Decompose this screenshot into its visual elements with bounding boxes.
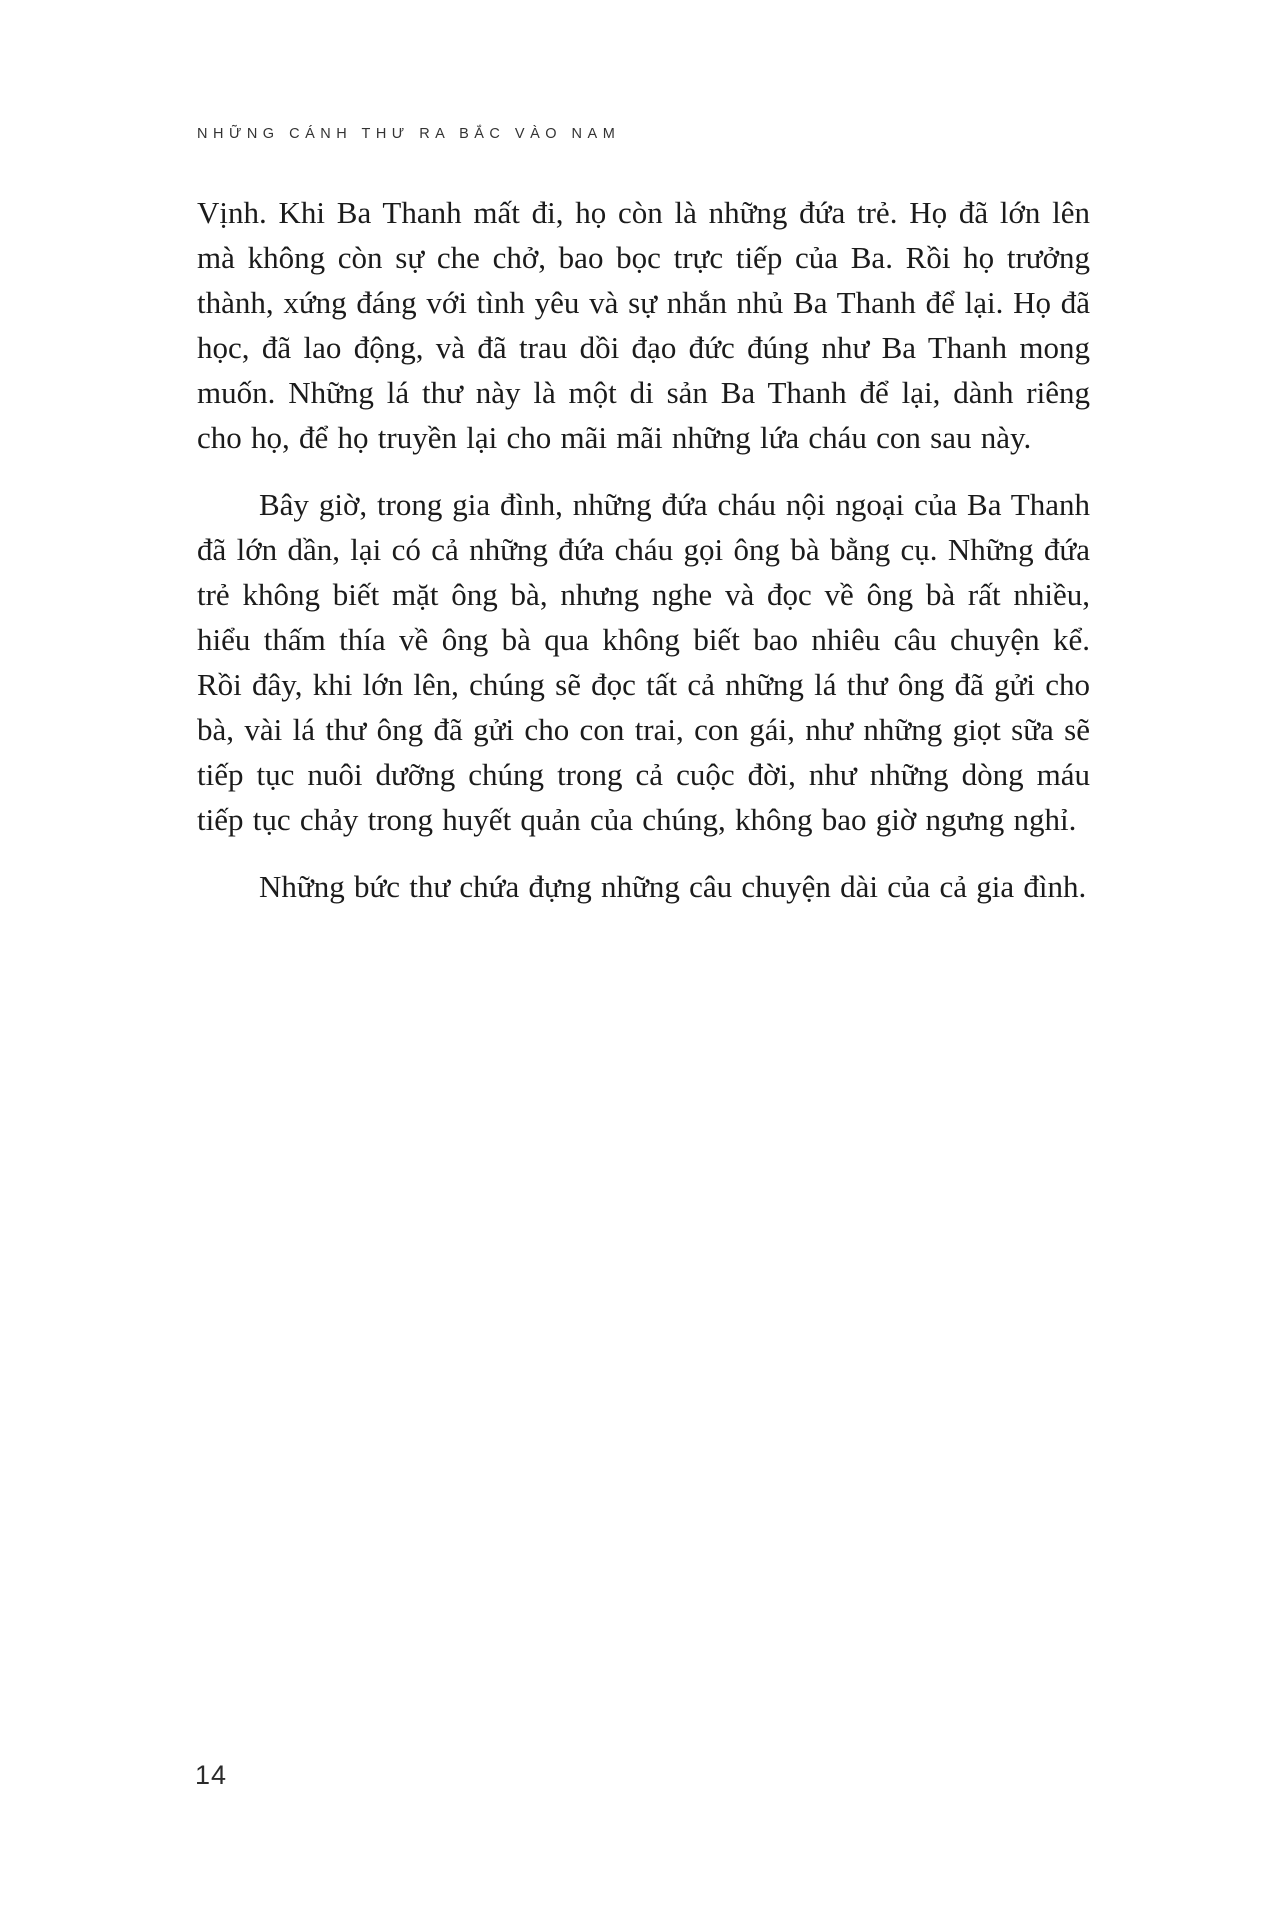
paragraph: Những bức thư chứa đựng những câu chuyện dài của cả gia đình. (259, 869, 1087, 904)
body-text (197, 190, 1090, 931)
paragraph: Bây giờ, trong gia đình, những đứa cháu nội ngoại của Ba Thanh đã lớn dần, lại có cả những đứa cháu gọi ông bà bằng cụ. Những đứa trẻ không biết mặt ông bà, nhưng nghe và đọc về ông bà rất nhiều, hiểu thấm thía về ông bà qua không biết bao nhiêu câu chuyện kể. Rồi đây, khi lớn lên, chúng sẽ đọc tất cả những lá thư ông đã gửi cho bà, vài lá thư ông đã gửi cho con trai, con gái, như những giọt sữa sẽ tiếp tục nuôi dưỡng chúng trong cả cuộc đời, như những dòng máu tiếp tục chảy trong huyết quản của chúng, không bao giờ ngưng nghỉ. (197, 487, 1090, 837)
page-number: 14 (195, 1760, 228, 1790)
paragraph: Vịnh. Khi Ba Thanh mất đi, họ còn là những đứa trẻ. Họ đã lớn lên mà không còn sự che chở, bao bọc trực tiếp của Ba. Rồi họ trưởng thành, xứng đáng với tình yêu và sự nhắn nhủ Ba Thanh để lại. Họ đã học, đã lao động, và đã trau dồi đạo đức đúng như Ba Thanh mong muốn. Những lá thư này là một di sản Ba Thanh để lại, dành riêng cho họ, để họ truyền lại cho mãi mãi những lứa cháu con sau này. (197, 195, 1090, 455)
running-header: NHỮNG CÁNH THƯ RA BẮC VÀO NAM (197, 126, 621, 142)
